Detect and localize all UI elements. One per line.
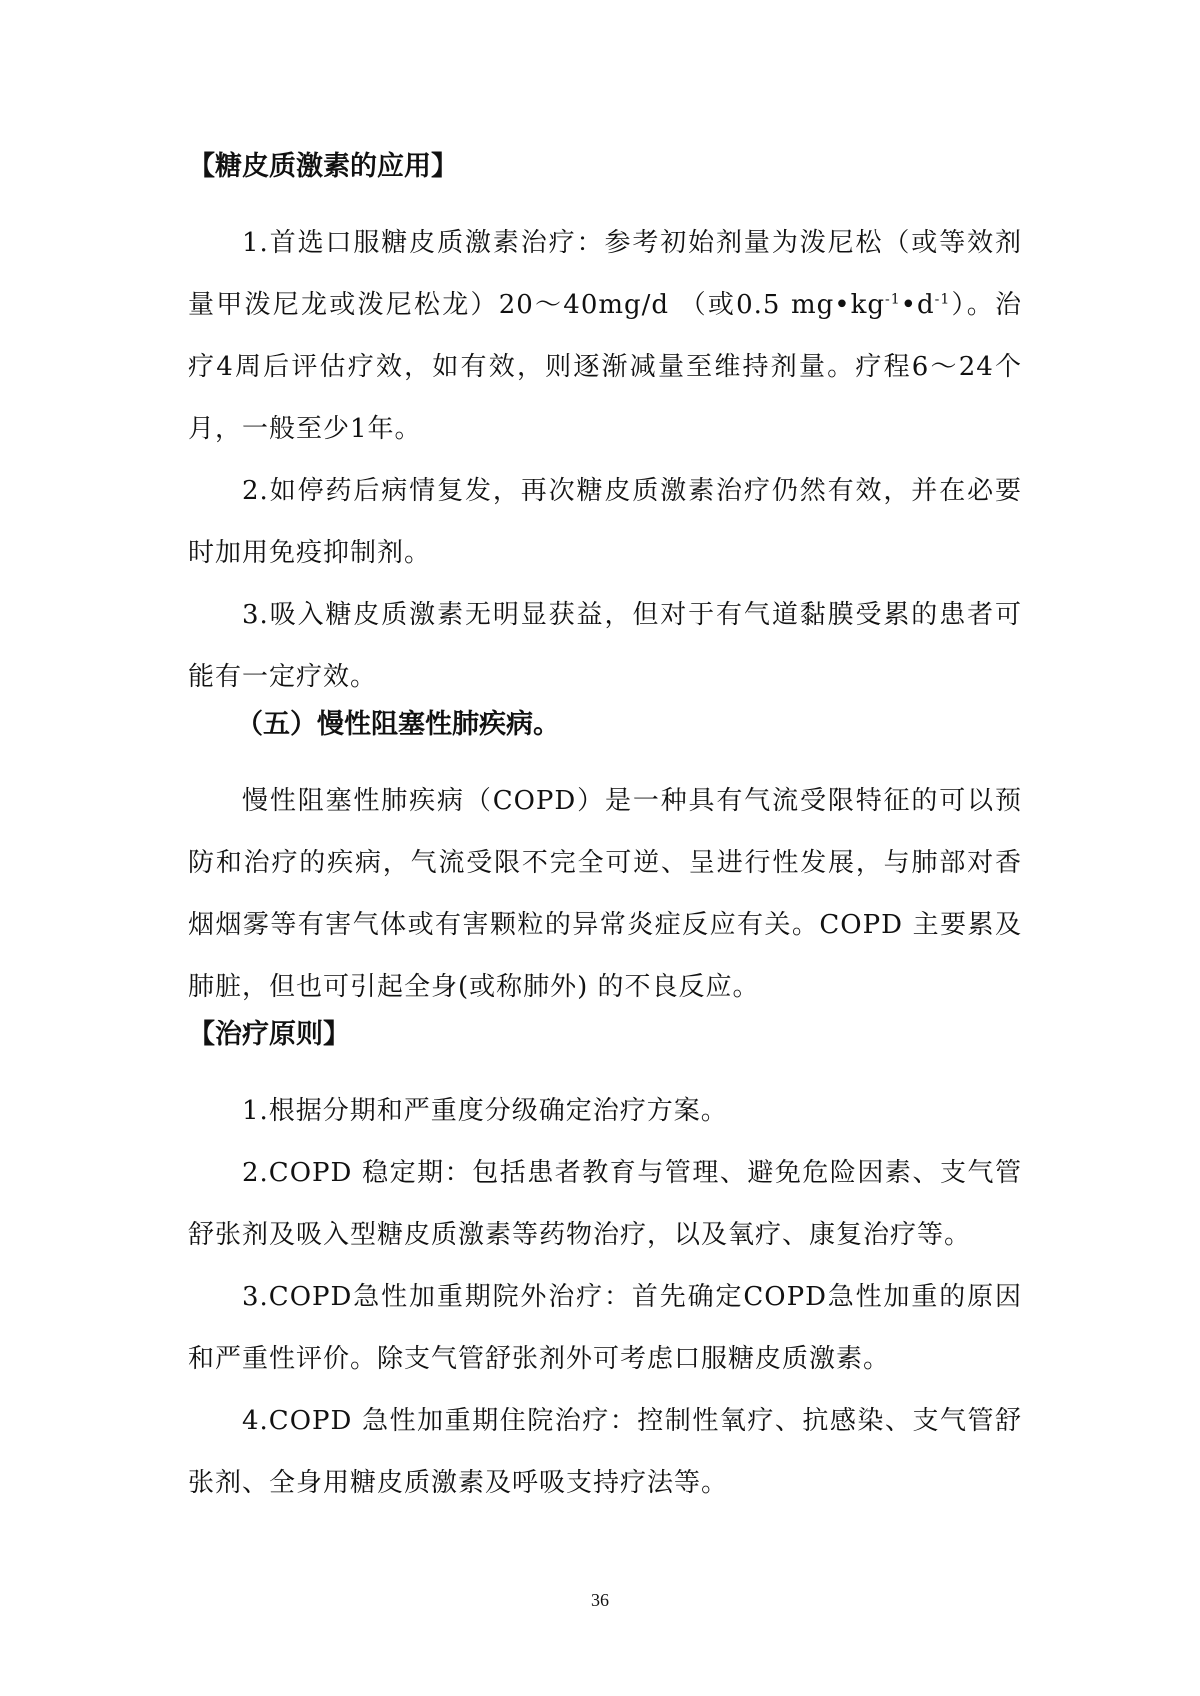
paragraph-copd-intro: 慢性阻塞性肺疾病（COPD）是一种具有气流受限特征的可以预防和治疗的疾病，气流受限不完全可逆、呈进行性发展，与肺部对香烟烟雾等有害气体或有害颗粒的异常炎症反应有关。COPD 主要累及肺脏，但也可引起全身(或称肺外) 的不良反应。 xyxy=(188,786,1022,1002)
paragraph-gc-1 xyxy=(188,212,1022,460)
paragraph-treatment-1: 1.根据分期和严重度分级确定治疗方案。 xyxy=(242,1096,728,1126)
section-heading-glucocorticoid: 【糖皮质激素的应用】 xyxy=(188,151,458,182)
section-heading-copd: （五）慢性阻塞性肺疾病。 xyxy=(236,709,560,740)
section-heading-treatment: 【治疗原则】 xyxy=(188,1019,350,1050)
paragraph-gc-3: 3.吸入糖皮质激素无明显获益，但对于有气道黏膜受累的患者可能有一定疗效。 xyxy=(188,600,1022,692)
paragraph-gc-1-post: ）。治疗4周后评估疗效，如有效，则逐渐减量至维持剂量。疗程6～24个月，一般至少1年。 xyxy=(188,290,1022,444)
paragraph-treatment-4: 4.COPD 急性加重期住院治疗：控制性氧疗、抗感染、支气管舒张剂、全身用糖皮质激素及呼吸支持疗法等。 xyxy=(188,1406,1022,1498)
paragraph-treatment-2: 2.COPD 稳定期：包括患者教育与管理、避免危险因素、支气管舒张剂及吸入型糖皮质激素等药物治疗，以及氧疗、康复治疗等。 xyxy=(188,1158,1022,1250)
paragraph-treatment-3: 3.COPD急性加重期院外治疗：首先确定COPD急性加重的原因和严重性评价。除支气管舒张剂外可考虑口服糖皮质激素。 xyxy=(188,1282,1022,1374)
superscript-2: -1 xyxy=(934,291,951,308)
page-number: 36 xyxy=(591,1590,609,1610)
paragraph-gc-1-pre: 1.首选口服糖皮质激素治疗：参考初始剂量为泼尼松（或等效剂量甲泼尼龙或泼尼松龙）20～40mg/d （或0.5 mg•kg xyxy=(188,228,1022,320)
superscript-1: -1 xyxy=(884,291,901,308)
paragraph-gc-1-mid: •d xyxy=(900,290,935,320)
paragraph-gc-2: 2.如停药后病情复发，再次糖皮质激素治疗仍然有效，并在必要时加用免疫抑制剂。 xyxy=(188,476,1022,568)
document-page xyxy=(188,150,1022,1514)
